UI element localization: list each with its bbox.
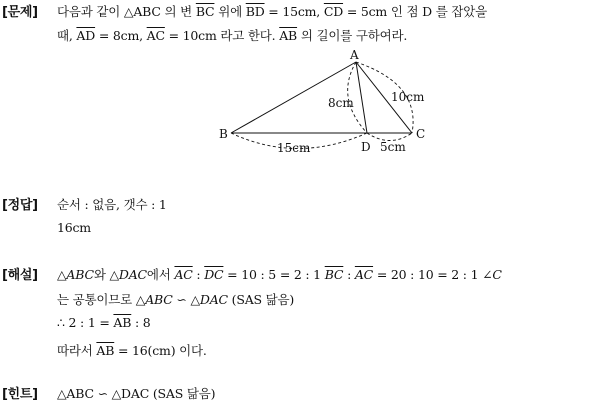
problem-tag: [문제] <box>2 5 38 20</box>
explanation-text: 따라서 <box>57 343 97 358</box>
label-c: C <box>416 127 426 141</box>
segment-dc: $\overline{DC}$ <box>204 267 224 282</box>
math-abc: ABC <box>145 292 173 307</box>
problem-text: = 15cm, <box>264 4 324 19</box>
problem-text: = 5cm 인 점 D 를 잡았을 <box>343 4 488 19</box>
segment-ab: $\overline{AB}$ <box>279 28 298 43</box>
label-ad-length: 8cm <box>328 96 354 110</box>
answer-tag: [정답] <box>2 198 38 213</box>
explanation-text: : <box>343 267 355 282</box>
problem-text: 위에 <box>214 4 246 19</box>
problem-line-2 <box>57 26 407 44</box>
explanation-tag: [해설] <box>2 268 38 283</box>
explanation-line-4 <box>57 341 207 359</box>
explanation-text: ∴ 2 : 1 = <box>57 315 114 330</box>
problem-line-1 <box>57 2 487 20</box>
segment-ac: $\overline{AC}$ <box>174 267 193 282</box>
segment-ab: $\overline{AB}$ <box>96 343 115 358</box>
segment-ab: $\overline{AB}$ <box>113 315 132 330</box>
explanation-line-3 <box>57 315 151 330</box>
segment-ad: $\overline{AD}$ <box>76 28 96 43</box>
hint-tag: [힌트] <box>2 387 38 402</box>
math-dac: DAC <box>118 267 147 282</box>
explanation-line-1 <box>57 265 502 283</box>
segment-bc: $\overline{BC}$ <box>324 267 344 282</box>
problem-text: 의 길이를 구하여라. <box>297 28 408 43</box>
problem-text: 때, <box>57 28 77 43</box>
explanation-text: : <box>192 267 205 282</box>
explanation-text: = 20 : 10 = 2 : 1 ∠ <box>373 267 493 282</box>
explanation-line-2 <box>57 290 294 308</box>
explanation-text: 에서 <box>146 267 175 282</box>
segment-ac: $\overline{AC}$ <box>354 267 374 282</box>
segment-ac: $\overline{AC}$ <box>146 28 165 43</box>
label-b: B <box>219 127 228 141</box>
explanation-text: 는 공통이므로 △ <box>57 292 146 307</box>
answer-line-2: 16cm <box>57 220 91 235</box>
explanation-text: = 10 : 5 = 2 : 1 <box>223 267 325 282</box>
hint-line-1: △ABC ∽ △DAC (SAS 닮음) <box>57 386 216 401</box>
triangle-figure <box>215 46 440 158</box>
explanation-text: (SAS 닮음) <box>227 292 295 307</box>
label-bd-length: 15cm <box>277 141 311 155</box>
problem-text: = 10cm 라고 한다. <box>164 28 280 43</box>
label-d: D <box>361 140 371 154</box>
explanation-text: : 8 <box>131 315 151 330</box>
segment-bd: $\overline{BD}$ <box>245 4 265 19</box>
explanation-text: = 16(cm) 이다. <box>114 343 207 358</box>
segment-cd: $\overline{CD}$ <box>323 4 344 19</box>
problem-text: 다음과 같이 △ABC 의 변 <box>57 4 196 19</box>
math-dac: DAC <box>199 292 228 307</box>
explanation-text: ∽ △ <box>172 292 200 307</box>
label-ac-length: 10cm <box>391 90 425 104</box>
answer-line-1: 순서 : 없음, 갯수 : 1 <box>57 197 167 212</box>
math-c: C <box>492 267 502 282</box>
label-a: A <box>350 48 359 62</box>
explanation-text: 와 △ <box>93 267 119 282</box>
problem-text: = 8cm, <box>95 28 147 43</box>
segment-ad-line <box>356 62 367 133</box>
explanation-text: △ <box>57 267 67 282</box>
label-dc-length: 5cm <box>380 140 406 154</box>
math-abc: ABC <box>66 267 94 282</box>
segment-bc: $\overline{BC}$ <box>195 4 215 19</box>
